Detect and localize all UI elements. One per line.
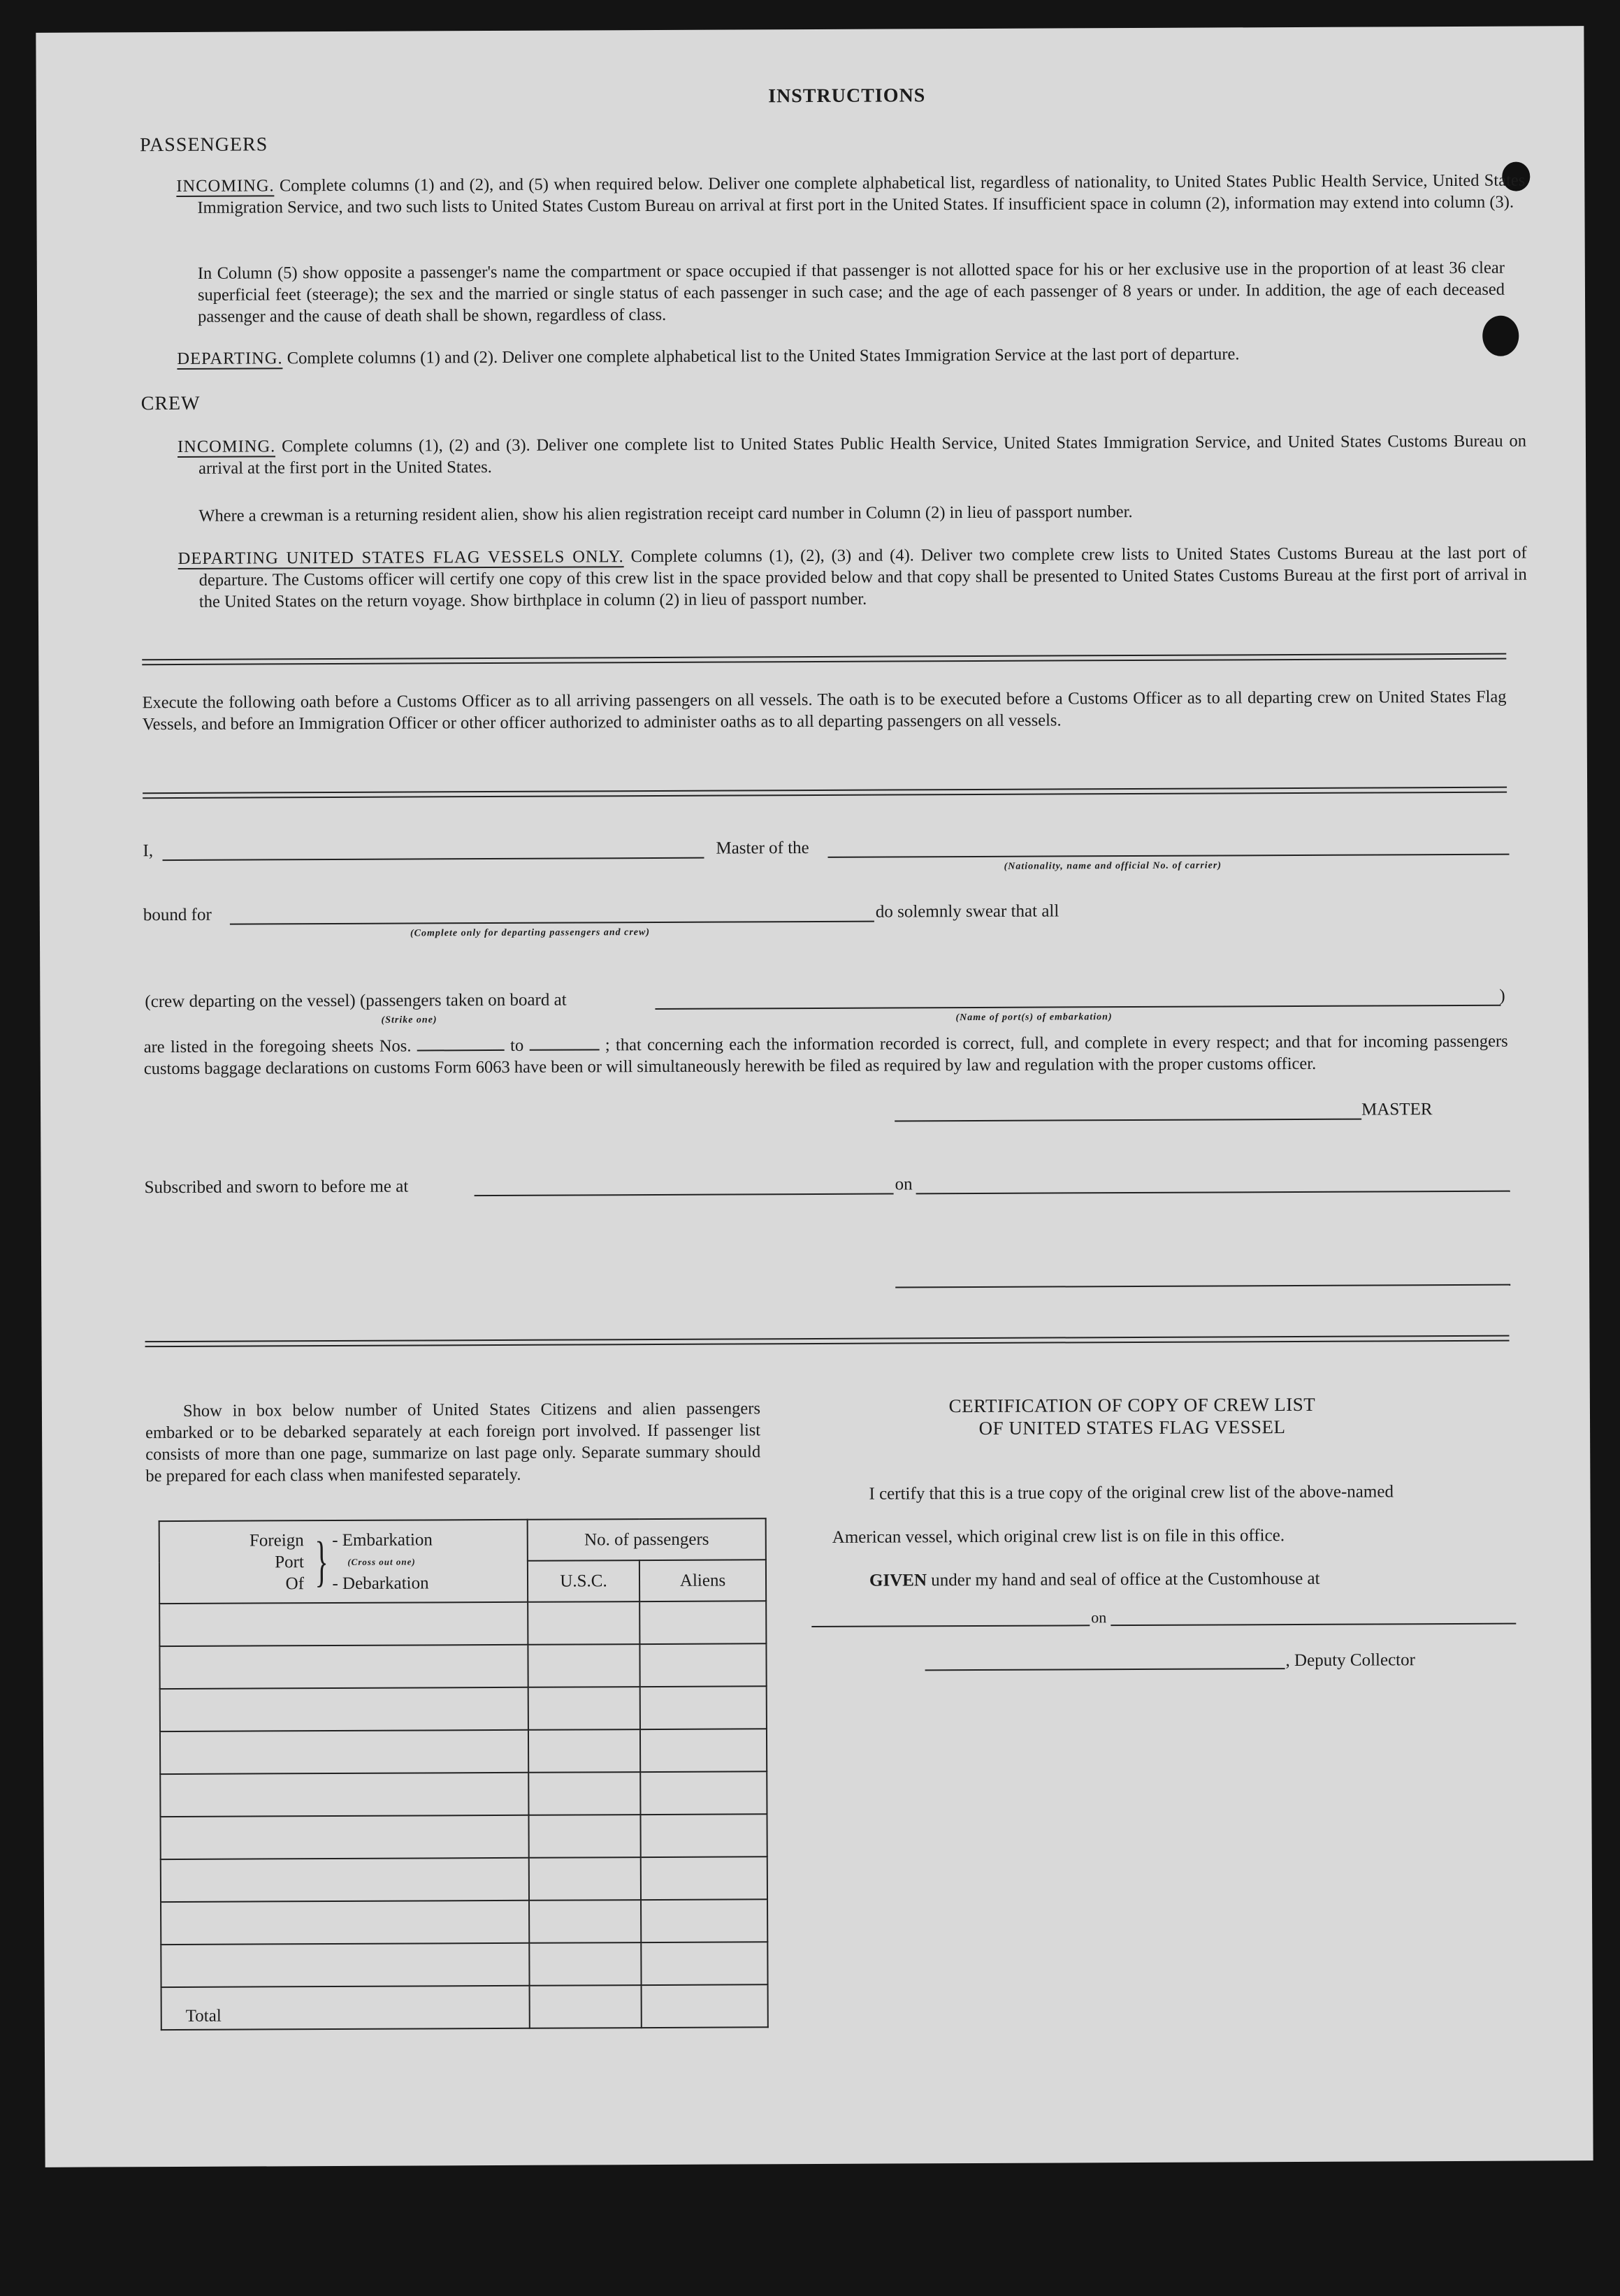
certification-date-field[interactable] <box>1111 1623 1516 1627</box>
crew-resident-note: Where a crewman is a returning resident alien, show his alien registration receipt card number in Column (2) in lieu of passport number. <box>198 502 1133 525</box>
oath-statement <box>144 1031 1508 1080</box>
foreign-port-of <box>160 1530 311 1595</box>
port-cell[interactable] <box>159 1645 528 1689</box>
ports-caption: (Name of port(s) of embarkation) <box>955 1012 1113 1024</box>
carrier-field[interactable] <box>828 854 1510 858</box>
aliens-cell[interactable] <box>639 1643 766 1687</box>
crew-departing-paragraph <box>178 542 1527 613</box>
usc-cell[interactable] <box>528 1772 640 1815</box>
aliens-cell[interactable] <box>640 1771 767 1815</box>
master-signature-field[interactable] <box>895 1119 1361 1122</box>
port-cell[interactable] <box>161 1858 529 1902</box>
instructions-title: INSTRUCTIONS <box>768 85 926 108</box>
divider-1 <box>142 653 1506 666</box>
listed-label: are listed in the foregoing sheets Nos. <box>143 1036 412 1057</box>
strike-caption: (Strike one) <box>381 1015 437 1026</box>
certification-title-line1: CERTIFICATION OF COPY OF CREW LIST <box>948 1393 1316 1417</box>
customhouse-field[interactable] <box>811 1625 1090 1627</box>
statement-text: ; that concerning each the information recorded is correct, full, and complete in every respect; and that for incoming passengers customs baggage declarations on customs Form 6063 have been or will simultaneously herewith be filed as required by law and regulation with the proper customs officer. <box>143 1031 1508 1079</box>
sworn-on-label: on <box>895 1175 913 1194</box>
bound-for-caption: (Complete only for departing passengers and crew) <box>410 927 651 939</box>
no-of-passengers-header: No. of passengers <box>528 1518 766 1560</box>
column5-note: In Column (5) show opposite a passenger's name the compartment or space occupied if that passenger is not allotted space for his or her exclusive use in the proportion of at least 36 clear superficial feet (steerage); the sex and the married or single status of each passenger in such case; and the age of each passenger of 8 years or under. In addition, the age of each deceased passenger and the cause of death shall be shown, regardless of class. <box>197 258 1505 326</box>
passengers-incoming-label: INCOMING. <box>176 176 275 196</box>
crew-passengers-text: (crew departing on the vessel) (passengers taken on board at <box>145 990 567 1012</box>
usc-cell[interactable] <box>528 1687 640 1730</box>
crew-incoming-paragraph <box>178 430 1526 479</box>
master-label: MASTER <box>1361 1100 1433 1119</box>
port-label: Port <box>275 1552 304 1571</box>
oath-i-label: I, <box>143 841 154 861</box>
aliens-cell[interactable] <box>640 1729 767 1772</box>
crew-departing-label: DEPARTING UNITED STATES FLAG VESSELS ONLY. <box>178 547 624 568</box>
oath-instructions: Execute the following oath before a Customs Officer as to all arriving passengers on all vessels. The oath is to be executed before a Customs Officer as to all departing crew on United States Flag Vessels, and before an Immigration Officer or other officer authorized to administer oaths as to all departing passengers on all vessels. <box>142 687 1507 734</box>
crew-incoming-label: INCOMING. <box>177 437 276 456</box>
total-usc-cell[interactable] <box>530 1985 642 2028</box>
certification-title-line2: OF UNITED STATES FLAG VESSEL <box>978 1416 1286 1439</box>
passengers-departing-label: DEPARTING. <box>177 349 283 368</box>
sheet-to-field[interactable] <box>529 1035 599 1050</box>
aliens-cell[interactable] <box>639 1601 766 1644</box>
usc-cell[interactable] <box>529 1857 641 1901</box>
master-name-field[interactable] <box>163 857 704 861</box>
master-of-label: Master of the <box>716 838 809 858</box>
table-row <box>160 1686 767 1731</box>
divider-2 <box>143 787 1507 799</box>
deputy-signature-field[interactable] <box>925 1668 1285 1671</box>
table-row <box>159 1643 766 1689</box>
passengers-departing-paragraph <box>177 342 1505 370</box>
usc-cell[interactable] <box>528 1644 639 1687</box>
debarkation-option: - Debarkation <box>332 1573 429 1593</box>
sworn-at-field[interactable] <box>475 1193 894 1197</box>
form-sheet <box>36 26 1593 2167</box>
usc-cell[interactable] <box>528 1815 640 1858</box>
sworn-on-field[interactable] <box>916 1191 1510 1195</box>
aliens-cell[interactable] <box>640 1686 767 1729</box>
certification-line2: American vessel, which original crew list is on file in this office. <box>832 1526 1285 1547</box>
passengers-departing-text: Complete columns (1) and (2). Deliver one complete alphabetical list to the United States Immigration Service at the last port of departure. <box>287 344 1240 368</box>
port-header-cell <box>159 1520 528 1604</box>
aliens-cell[interactable] <box>641 1857 767 1900</box>
certification-on-label: on <box>1091 1608 1107 1627</box>
foreign-label: Foreign <box>249 1530 304 1550</box>
crew-incoming-text: Complete columns (1), (2) and (3). Deliver one complete list to United States Public Health Service, United States Immigration Service, and United States Customs Bureau on arrival at the first port in the United States. <box>198 431 1526 478</box>
aliens-cell[interactable] <box>641 1899 767 1942</box>
certification-title <box>853 1393 1412 1439</box>
carrier-caption: (Nationality, name and official No. of carrier) <box>1004 860 1222 872</box>
bound-for-field[interactable] <box>230 921 874 925</box>
swear-text: do solemnly swear that all <box>875 901 1059 922</box>
aliens-cell[interactable] <box>640 1814 767 1857</box>
passengers-heading: PASSENGERS <box>139 133 268 157</box>
brace-glyph: } <box>314 1531 328 1593</box>
crew-heading: CREW <box>140 392 201 415</box>
usc-cell[interactable] <box>529 1942 641 1986</box>
total-label: Total <box>161 1986 530 2030</box>
table-row <box>160 1771 767 1817</box>
of-label: Of <box>285 1574 305 1593</box>
port-cell[interactable] <box>160 1730 528 1774</box>
total-row <box>161 1984 768 2030</box>
usc-cell[interactable] <box>529 1900 641 1943</box>
divider-3 <box>145 1335 1510 1348</box>
to-label: to <box>510 1036 524 1055</box>
table-row <box>160 1814 767 1859</box>
usc-cell[interactable] <box>528 1729 640 1773</box>
table-row <box>161 1899 767 1945</box>
officer-signature-field[interactable] <box>895 1284 1510 1288</box>
usc-header: U.S.C. <box>528 1560 639 1602</box>
port-cell[interactable] <box>161 1901 529 1945</box>
close-paren: ) <box>1499 986 1505 1005</box>
subscribed-label: Subscribed and sworn to before me at <box>144 1177 409 1198</box>
cross-out-caption: (Cross out one) <box>347 1555 416 1567</box>
embarkation-option: - Embarkation <box>332 1530 433 1550</box>
deputy-collector-label: , Deputy Collector <box>1285 1650 1415 1671</box>
aliens-header: Aliens <box>639 1560 766 1601</box>
crew-departing-text: Complete columns (1), (2), (3) and (4). Deliver two complete crew lists to United States Customs Bureau at the last port of departure. The Customs officer will certify one copy of this crew list in the space provided below and that copy shall be presented to United States Customs Bureau at the first port of arrival in the United States on the return voyage. Show birthplace in column (2) in lieu of passport number. <box>198 543 1527 611</box>
passengers-incoming-paragraph <box>176 170 1525 219</box>
table-row <box>160 1729 767 1774</box>
table-row <box>161 1857 767 1902</box>
passengers-incoming-text: Complete columns (1) and (2), and (5) when required below. Deliver one complete alphabetical list, regardless of nationality, to United States Public Health Service, United States Immigration Service, and two such lists to United States Custom Bureau on arrival at first port in the United States. If insufficient space in column (2), information may extend into column (3). <box>197 170 1526 217</box>
certification-given <box>869 1569 1320 1591</box>
port-cell[interactable] <box>160 1815 528 1859</box>
aliens-cell[interactable] <box>641 1942 767 1985</box>
port-cell[interactable] <box>161 1943 529 1987</box>
table-row <box>161 1942 767 1987</box>
summary-instructions: Show in box below number of United States Citizens and alien passengers embarked or to be debarked separately at each foreign port involved. If passenger list consists of more than one page, summarize on last page only. Separate summary should be prepared for each class when manifested separately. <box>145 1399 761 1486</box>
usc-cell[interactable] <box>528 1601 639 1645</box>
embark-debark-options <box>332 1529 433 1594</box>
port-cell[interactable] <box>160 1687 528 1731</box>
total-aliens-cell[interactable] <box>642 1984 768 2028</box>
bound-for-label: bound for <box>143 905 212 925</box>
ports-field[interactable] <box>655 1005 1500 1010</box>
given-label: GIVEN <box>869 1571 927 1590</box>
port-cell[interactable] <box>160 1773 528 1817</box>
passenger-summary-table <box>159 1518 769 2030</box>
port-cell[interactable] <box>159 1602 528 1646</box>
given-text: under my hand and seal of office at the Customhouse at <box>931 1569 1320 1590</box>
table-row <box>159 1601 766 1646</box>
sheet-from-field[interactable] <box>417 1036 505 1052</box>
certification-line1: I certify that this is a true copy of the original crew list of the above-named <box>869 1482 1394 1504</box>
